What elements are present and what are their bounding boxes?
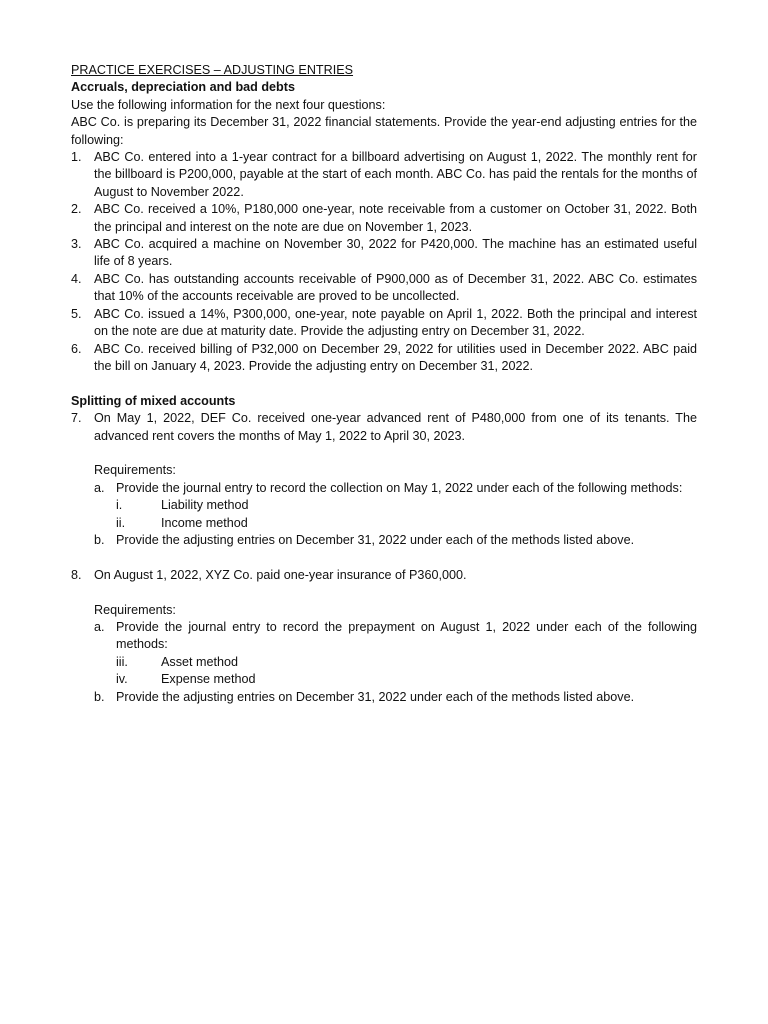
question-list	[71, 149, 697, 375]
spacer	[71, 375, 697, 392]
item-text: ABC Co. entered into a 1-year contract for a billboard advertising on August 1, 2022. The monthly rent for the billboard is P200,000, payable at the start of each month. ABC Co. has paid the rentals for the months of August to November 2022.	[94, 150, 697, 199]
requirement-b	[71, 532, 697, 549]
list-item	[71, 341, 697, 376]
requirement-letter: b.	[94, 689, 105, 704]
requirement-text: Provide the adjusting entries on December 31, 2022 under each of the methods listed above.	[116, 532, 635, 547]
question-8	[71, 567, 697, 584]
item-number: 5.	[71, 306, 82, 321]
requirement-text: Provide the journal entry to record the collection on May 1, 2022 under each of the following methods:	[116, 480, 683, 495]
method-text: Income method	[161, 515, 248, 530]
list-item	[71, 236, 697, 271]
list-item	[71, 201, 697, 236]
method-text: Expense method	[161, 672, 256, 687]
question-7	[71, 410, 697, 445]
method-number: i.	[116, 498, 123, 513]
document-title: PRACTICE EXERCISES – ADJUSTING ENTRIES	[71, 63, 354, 77]
method-number: iii.	[116, 654, 128, 669]
intro-text: Use the following information for the next four questions:	[71, 97, 386, 112]
requirement-a	[71, 619, 697, 654]
item-number: 8.	[71, 567, 82, 582]
item-text: ABC Co. has outstanding accounts receivable of P900,000 as of December 31, 2022. ABC Co. estimates that 10% of the accounts receivable are proved to be uncollected.	[94, 271, 697, 304]
requirement-a	[71, 480, 697, 497]
item-number: 7.	[71, 411, 82, 426]
method-text: Asset method	[161, 654, 239, 669]
method-item	[71, 671, 697, 688]
requirement-letter: a.	[94, 480, 105, 495]
item-text: ABC Co. received a 10%, P180,000 one-year, note receivable from a customer on October 31, 2022. Both the principal and interest on the note are due on November 1, 2023.	[94, 202, 697, 234]
item-text: ABC Co. received billing of P32,000 on December 29, 2022 for utilities used in December 2022. ABC paid the bill on January 4, 2023. Provide the adjusting entry on December 31, 2022.	[94, 341, 697, 373]
item-number: 3.	[71, 237, 82, 252]
instructions-text: ABC Co. is preparing its December 31, 2022 financial statements. Provide the year-end adjusting entries for the following:	[71, 115, 697, 147]
spacer	[71, 584, 697, 601]
item-number: 6.	[71, 341, 82, 356]
method-item	[71, 497, 697, 514]
requirement-letter: b.	[94, 532, 105, 547]
method-number: iv.	[116, 672, 128, 687]
list-item	[71, 149, 697, 201]
item-number: 4.	[71, 271, 82, 286]
section-heading-accruals: Accruals, depreciation and bad debts	[71, 80, 295, 95]
item-text: ABC Co. issued a 14%, P300,000, one-year, note payable on April 1, 2022. Both the principal and interest on the note are due at maturity date. Provide the adjusting entry on December 31, 2022.	[94, 306, 697, 339]
spacer	[71, 549, 697, 566]
method-item	[71, 515, 697, 532]
method-item	[71, 654, 697, 671]
list-item	[71, 306, 697, 341]
requirement-text: Provide the adjusting entries on December 31, 2022 under each of the methods listed above.	[116, 689, 635, 704]
requirement-b	[71, 689, 697, 706]
list-item	[71, 271, 697, 306]
item-number: 2.	[71, 202, 82, 217]
item-text: On August 1, 2022, XYZ Co. paid one-year insurance of P360,000.	[94, 567, 467, 582]
requirements-label: Requirements:	[94, 463, 176, 478]
item-text: On May 1, 2022, DEF Co. received one-year advanced rent of P480,000 from one of its tenants. The advanced rent covers the months of May 1, 2022 to April 30, 2023.	[94, 411, 697, 443]
requirement-text: Provide the journal entry to record the prepayment on August 1, 2022 under each of the following methods:	[116, 619, 697, 652]
method-number: ii.	[116, 515, 126, 530]
section-heading-mixed-accounts: Splitting of mixed accounts	[71, 393, 236, 408]
requirement-letter: a.	[94, 619, 105, 634]
method-text: Liability method	[161, 498, 249, 513]
item-number: 1.	[71, 150, 82, 165]
spacer	[71, 445, 697, 462]
requirements-label: Requirements:	[94, 602, 176, 617]
item-text: ABC Co. acquired a machine on November 30, 2022 for P420,000. The machine has an estimated useful life of 8 years.	[94, 237, 697, 269]
